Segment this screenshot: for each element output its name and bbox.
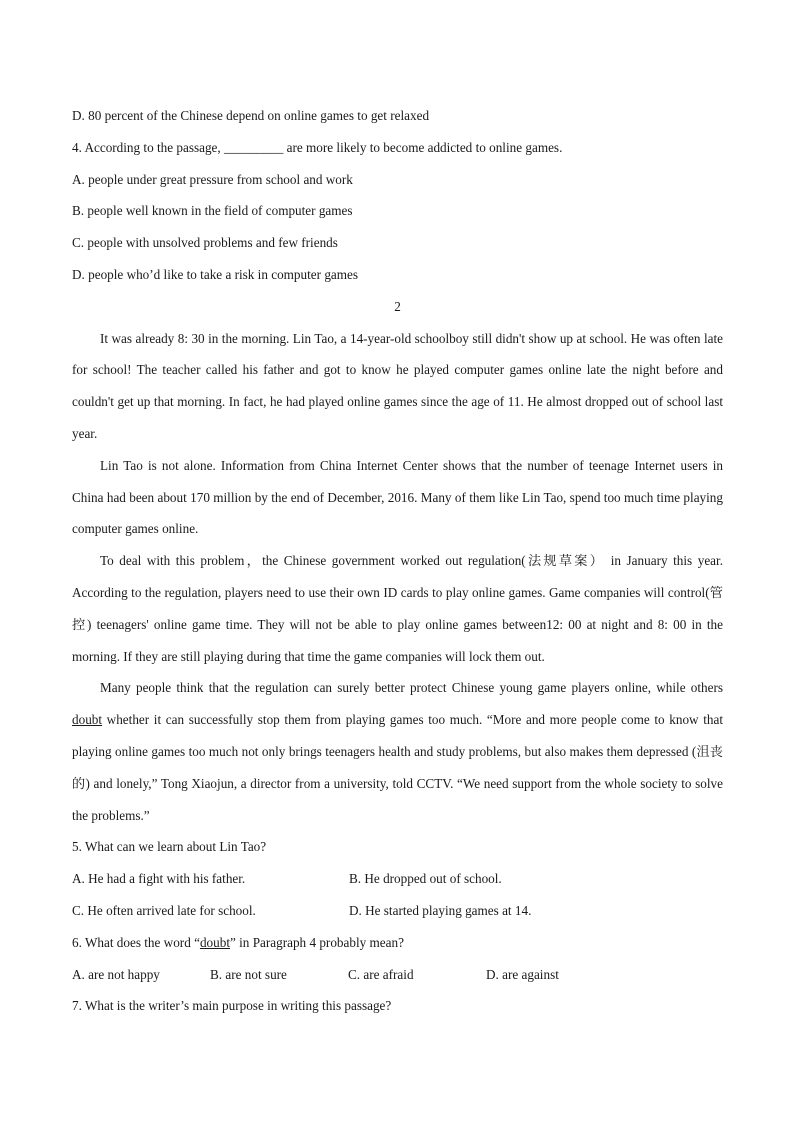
- q7-stem: 7. What is the writer’s main purpose in writing this passage?: [72, 998, 392, 1014]
- q6-stem: [72, 927, 723, 959]
- exam-page: [72, 100, 723, 1022]
- q5-option-a: A. He had a fight with his father.: [72, 871, 246, 887]
- q5-option-b: B. He dropped out of school.: [349, 871, 502, 887]
- q5-option-c: C. He often arrived late for school.: [72, 902, 256, 918]
- q4-option-b: B. people well known in the field of computer games: [72, 203, 353, 219]
- passage-paragraph-4: [72, 672, 723, 831]
- q4-option-a: A. people under great pressure from school and work: [72, 171, 353, 187]
- q5-option-d: D. He started playing games at 14.: [349, 902, 532, 918]
- q6-options-row: [72, 959, 723, 991]
- paragraph-4-part-1: Many people think that the regulation can surely better protect Chinese young game players online, while others: [100, 680, 723, 696]
- underlined-word-doubt: doubt: [72, 712, 103, 728]
- passage-number: 2: [394, 298, 401, 314]
- q3-option-d: D. 80 percent of the Chinese depend on online games to get relaxed: [72, 108, 430, 123]
- passage-paragraph-2: Lin Tao is not alone. Information from China Internet Center shows that the number of teenage Internet users in China had been about 170 million by the end of December, 2016. Many of them like Lin Tao, spend too much time playing computer games online.: [72, 457, 723, 537]
- q4-stem: 4. According to the passage, _________ are more likely to become addicted to online games.: [72, 139, 563, 155]
- q6-option-d: D. are against: [486, 966, 559, 982]
- q6-option-a: A. are not happy: [72, 966, 160, 982]
- q5-options-row-1: [72, 863, 723, 895]
- q5-stem: 5. What can we learn about Lin Tao?: [72, 839, 267, 855]
- q6-stem-part-1: 6. What does the word “: [72, 934, 200, 950]
- passage-paragraph-3: To deal with this problem，the Chinese government worked out regulation(法规草案） in January this year. According to the regulation, players need to use their own ID cards to play online games. Game companies will control(管控) teenagers' online game time. They will not be able to play online games between12: 00 at night and 8: 00 in the morning. If they are still playing during that time the game companies will lock them out.: [72, 553, 723, 664]
- paragraph-4-part-2: whether it can successfully stop them from playing games too much. “More and more people come to know that playing online games too much not only brings teenagers health and study problems, but also makes them depressed (沮丧的) and lonely,” Tong Xiaojun, a director from a university, told CCTV. “We need support from the whole society to solve the problems.”: [72, 712, 723, 823]
- q6-underlined-word: doubt: [199, 934, 230, 950]
- q4-option-c: C. people with unsolved problems and few friends: [72, 235, 338, 251]
- q4-option-d: D. people who’d like to take a risk in computer games: [72, 266, 359, 282]
- q6-option-b: B. are not sure: [210, 966, 287, 982]
- q5-options-row-2: [72, 895, 723, 927]
- q6-option-c: C. are afraid: [348, 966, 414, 982]
- q6-stem-part-2: ” in Paragraph 4 probably mean?: [229, 934, 404, 950]
- passage-paragraph-1: It was already 8: 30 in the morning. Lin Tao, a 14-year-old schoolboy still didn't show up at school. He was often late for school! The teacher called his father and got to know he played computer games online late the night before and couldn't get up that morning. In fact, he had played online games since the age of 11. He almost dropped out of school last year.: [72, 330, 723, 441]
